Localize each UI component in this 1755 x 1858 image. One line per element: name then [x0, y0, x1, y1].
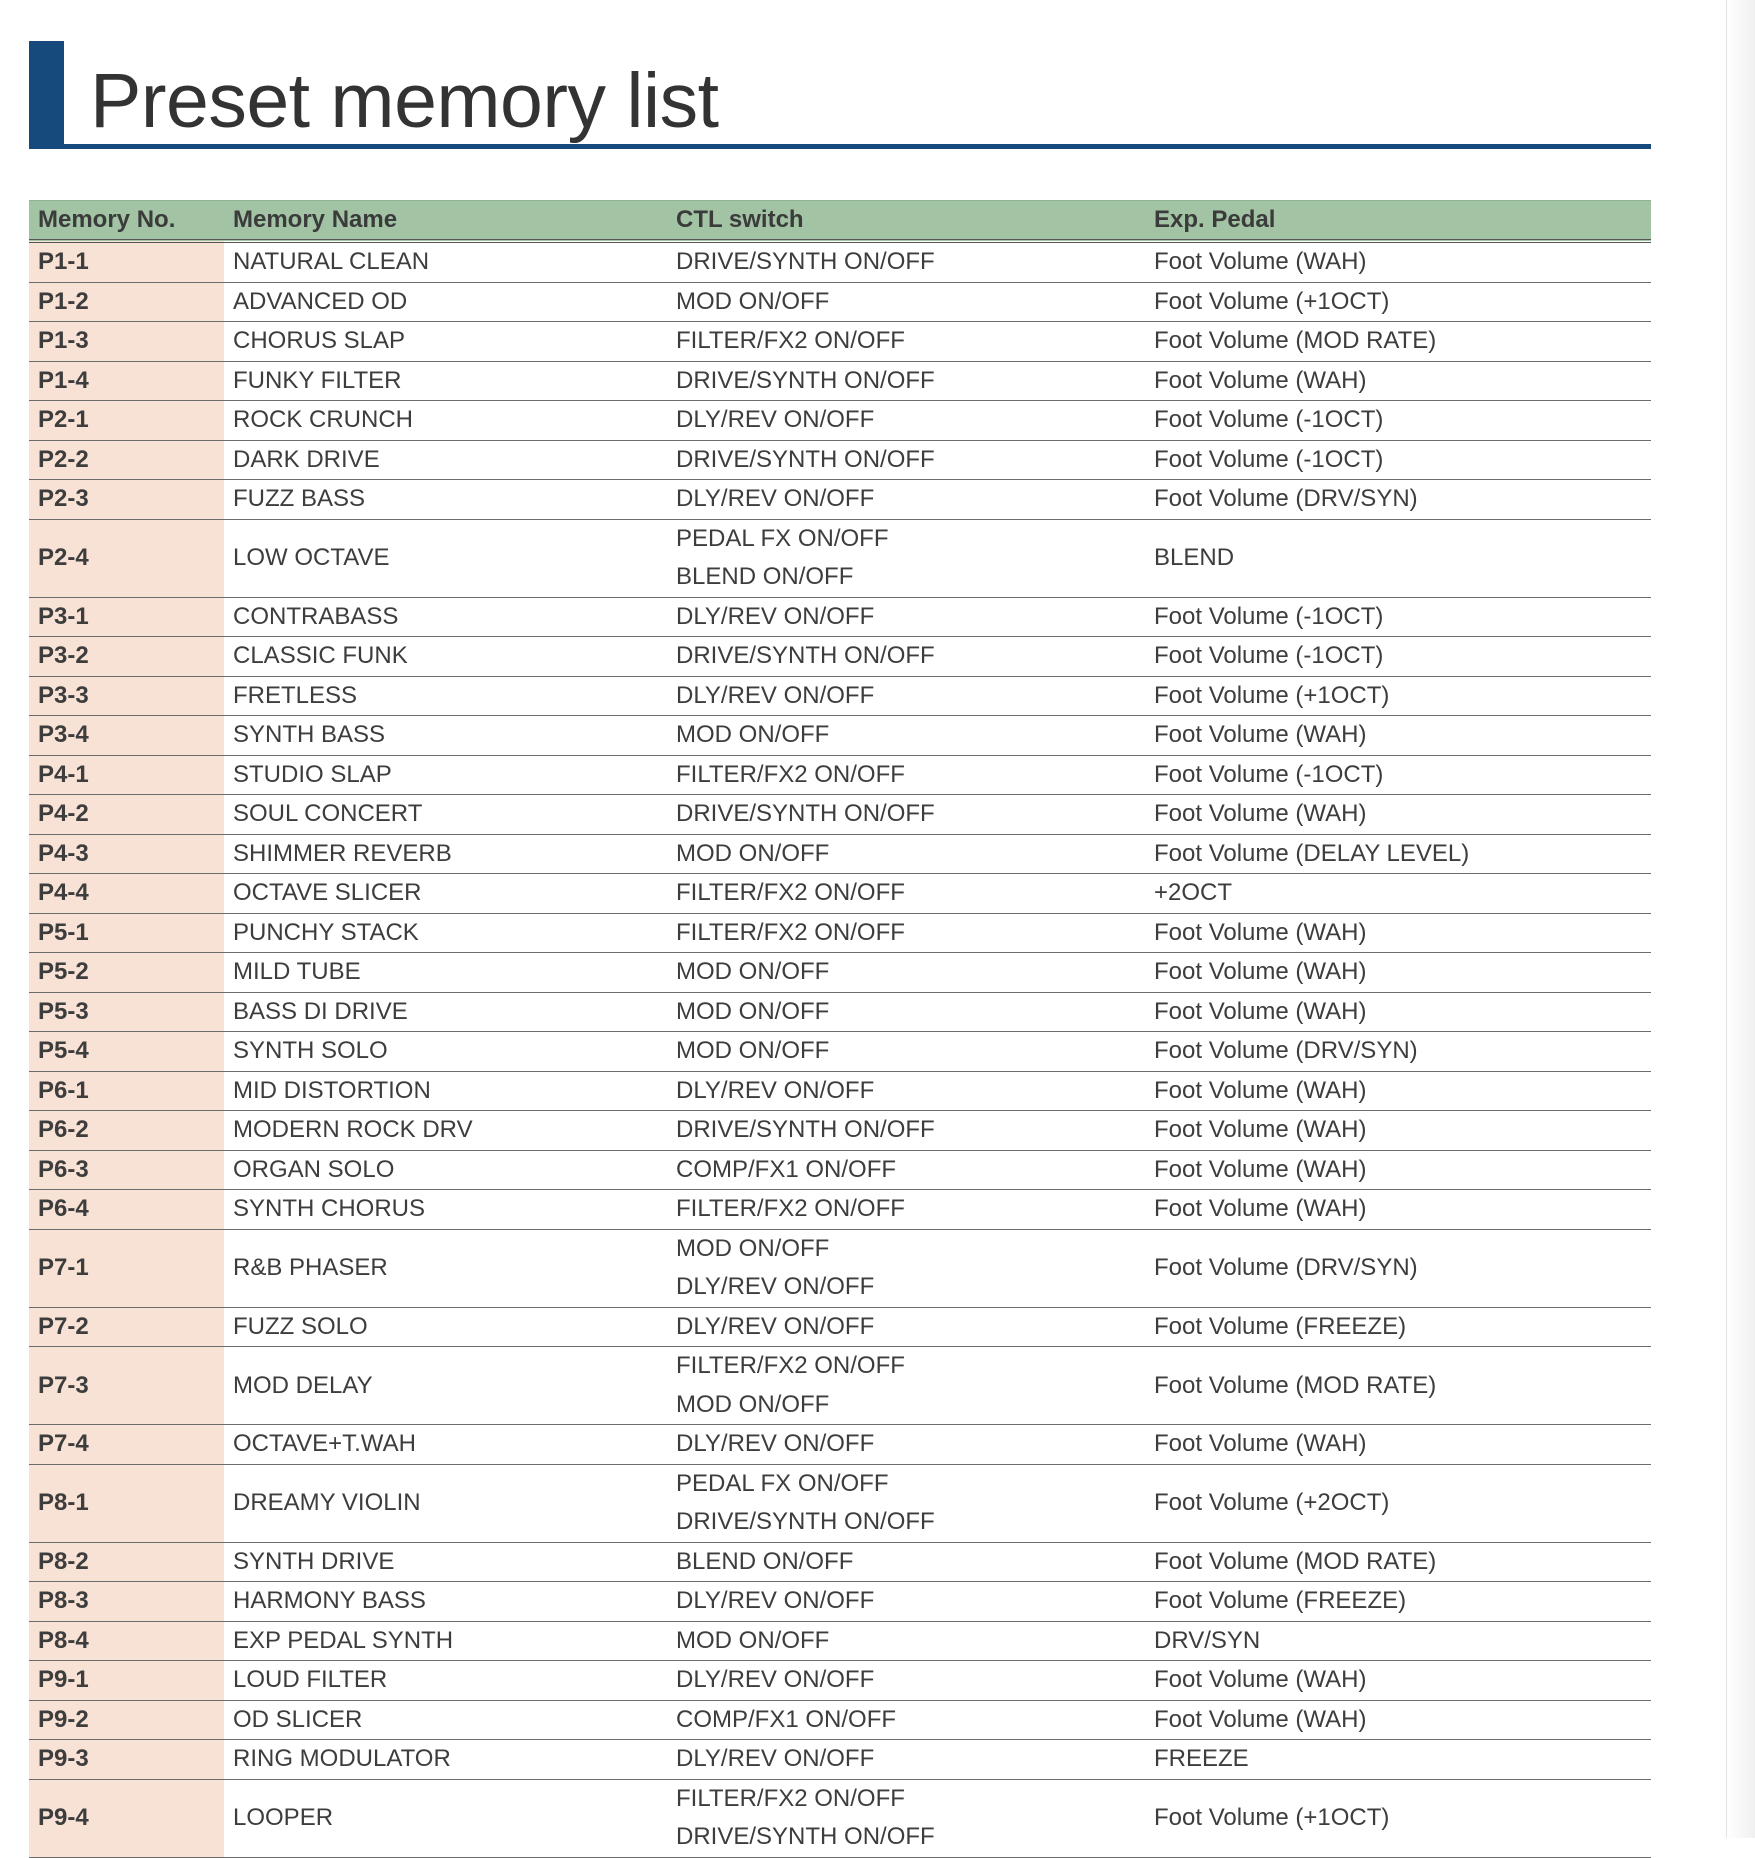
ctl-switch-value: MOD ON/OFF — [676, 1037, 830, 1064]
ctl-switch-value: MOD ON/OFF — [676, 1390, 830, 1418]
ctl-switch-value: FILTER/FX2 ON/OFF — [676, 1195, 905, 1222]
ctl-switch-value: DLY/REV ON/OFF — [676, 1273, 875, 1300]
memory-no-cell: P8-4 — [29, 1621, 224, 1661]
table-row — [29, 1621, 1651, 1661]
memory-no-cell: P7-4 — [29, 1425, 224, 1465]
memory-no-cell: P6-3 — [29, 1150, 224, 1190]
table-row — [29, 755, 1651, 795]
table-row — [29, 1661, 1651, 1701]
ctl-switch-cell — [667, 1307, 1145, 1347]
memory-no-cell: P4-2 — [29, 795, 224, 835]
table-row — [29, 1700, 1651, 1740]
memory-no-cell: P9-3 — [29, 1740, 224, 1780]
memory-no-cell: P1-4 — [29, 361, 224, 401]
memory-name-cell: ADVANCED OD — [224, 282, 667, 322]
exp-pedal-cell: FREEZE — [1145, 1740, 1651, 1780]
memory-name-cell: CLASSIC FUNK — [224, 637, 667, 677]
table-row — [29, 401, 1651, 441]
memory-no-cell: P9-4 — [29, 1779, 224, 1857]
table-row — [29, 440, 1651, 480]
memory-no-cell: P7-2 — [29, 1307, 224, 1347]
header-exp-pedal: Exp. Pedal — [1145, 201, 1651, 242]
ctl-switch-value: DLY/REV ON/OFF — [676, 406, 875, 433]
table-header — [29, 201, 1651, 242]
table-row — [29, 1150, 1651, 1190]
header-memory-no: Memory No. — [29, 201, 224, 242]
preset-memory-table — [29, 200, 1651, 1858]
ctl-switch-value: DLY/REV ON/OFF — [676, 485, 875, 512]
ctl-switch-cell — [667, 834, 1145, 874]
table-row — [29, 1229, 1651, 1307]
memory-name-cell: FUZZ SOLO — [224, 1307, 667, 1347]
exp-pedal-cell: Foot Volume (+1OCT) — [1145, 282, 1651, 322]
exp-pedal-cell: Foot Volume (FREEZE) — [1145, 1307, 1651, 1347]
table-row — [29, 1111, 1651, 1151]
memory-name-cell: HARMONY BASS — [224, 1582, 667, 1622]
exp-pedal-cell: Foot Volume (WAH) — [1145, 795, 1651, 835]
page-edge — [1726, 0, 1755, 1838]
memory-name-cell: LOUD FILTER — [224, 1661, 667, 1701]
table-row — [29, 1740, 1651, 1780]
ctl-switch-cell — [667, 676, 1145, 716]
ctl-switch-value: FILTER/FX2 ON/OFF — [676, 879, 905, 906]
exp-pedal-cell: Foot Volume (WAH) — [1145, 913, 1651, 953]
exp-pedal-cell: Foot Volume (-1OCT) — [1145, 755, 1651, 795]
exp-pedal-cell: Foot Volume (WAH) — [1145, 241, 1651, 282]
ctl-switch-value: PEDAL FX ON/OFF — [676, 1469, 889, 1497]
ctl-switch-cell — [667, 1150, 1145, 1190]
exp-pedal-cell: Foot Volume (DRV/SYN) — [1145, 480, 1651, 520]
memory-name-cell: SYNTH CHORUS — [224, 1190, 667, 1230]
memory-no-cell: P4-3 — [29, 834, 224, 874]
memory-no-cell: P2-2 — [29, 440, 224, 480]
table-row — [29, 874, 1651, 914]
ctl-switch-value: FILTER/FX2 ON/OFF — [676, 918, 905, 946]
memory-name-cell: NATURAL CLEAN — [224, 241, 667, 282]
exp-pedal-cell: Foot Volume (+1OCT) — [1145, 676, 1651, 716]
ctl-switch-value: BLEND ON/OFF — [676, 563, 854, 590]
title-block — [29, 41, 1651, 149]
memory-name-cell: FUNKY FILTER — [224, 361, 667, 401]
ctl-switch-cell — [667, 1542, 1145, 1582]
table-row — [29, 1071, 1651, 1111]
title-accent-bar — [29, 41, 64, 149]
exp-pedal-cell: Foot Volume (-1OCT) — [1145, 637, 1651, 677]
memory-no-cell: P7-3 — [29, 1347, 224, 1425]
ctl-switch-value: DLY/REV ON/OFF — [676, 1076, 875, 1104]
memory-name-cell: OD SLICER — [224, 1700, 667, 1740]
table-row — [29, 953, 1651, 993]
ctl-switch-value: DLY/REV ON/OFF — [676, 602, 875, 630]
exp-pedal-cell: Foot Volume (MOD RATE) — [1145, 1542, 1651, 1582]
ctl-switch-value: COMP/FX1 ON/OFF — [676, 1155, 897, 1183]
exp-pedal-cell: Foot Volume (FREEZE) — [1145, 1582, 1651, 1622]
memory-name-cell: OCTAVE SLICER — [224, 874, 667, 914]
exp-pedal-cell: Foot Volume (WAH) — [1145, 1661, 1651, 1701]
ctl-switch-value: DRIVE/SYNTH ON/OFF — [676, 800, 935, 827]
memory-name-cell: MOD DELAY — [224, 1347, 667, 1425]
ctl-switch-value: DRIVE/SYNTH ON/OFF — [676, 1823, 935, 1850]
ctl-switch-value: MOD ON/OFF — [676, 958, 830, 985]
ctl-switch-cell — [667, 322, 1145, 362]
memory-name-cell: SYNTH BASS — [224, 716, 667, 756]
memory-no-cell: P6-2 — [29, 1111, 224, 1151]
memory-name-cell: ROCK CRUNCH — [224, 401, 667, 441]
memory-no-cell: P3-1 — [29, 597, 224, 637]
exp-pedal-cell: Foot Volume (+1OCT) — [1145, 1779, 1651, 1857]
ctl-switch-value: MOD ON/OFF — [676, 997, 830, 1025]
ctl-switch-cell — [667, 440, 1145, 480]
ctl-switch-value: PEDAL FX ON/OFF — [676, 524, 889, 552]
ctl-switch-cell — [667, 1582, 1145, 1622]
memory-name-cell: SYNTH DRIVE — [224, 1542, 667, 1582]
table-row — [29, 1190, 1651, 1230]
table-row — [29, 834, 1651, 874]
memory-no-cell: P6-4 — [29, 1190, 224, 1230]
ctl-switch-cell — [667, 1700, 1145, 1740]
ctl-switch-cell — [667, 795, 1145, 835]
table-body — [29, 241, 1651, 1857]
ctl-switch-value: MOD ON/OFF — [676, 287, 830, 315]
exp-pedal-cell: Foot Volume (WAH) — [1145, 1190, 1651, 1230]
exp-pedal-cell: Foot Volume (WAH) — [1145, 992, 1651, 1032]
memory-no-cell: P3-4 — [29, 716, 224, 756]
ctl-switch-cell — [667, 953, 1145, 993]
exp-pedal-cell: Foot Volume (WAH) — [1145, 1425, 1651, 1465]
memory-name-cell: LOW OCTAVE — [224, 519, 667, 597]
exp-pedal-cell: Foot Volume (-1OCT) — [1145, 401, 1651, 441]
ctl-switch-value: BLEND ON/OFF — [676, 1547, 854, 1575]
memory-no-cell: P2-4 — [29, 519, 224, 597]
memory-no-cell: P5-2 — [29, 953, 224, 993]
ctl-switch-cell — [667, 597, 1145, 637]
ctl-switch-cell — [667, 1661, 1145, 1701]
memory-name-cell: BASS DI DRIVE — [224, 992, 667, 1032]
header-memory-name: Memory Name — [224, 201, 667, 242]
memory-no-cell: P3-2 — [29, 637, 224, 677]
page-title: Preset memory list — [90, 58, 719, 144]
memory-name-cell: SHIMMER REVERB — [224, 834, 667, 874]
table-row — [29, 1542, 1651, 1582]
table-row — [29, 241, 1651, 282]
ctl-switch-cell — [667, 913, 1145, 953]
ctl-switch-cell — [667, 1032, 1145, 1072]
memory-name-cell: LOOPER — [224, 1779, 667, 1857]
ctl-switch-cell — [667, 755, 1145, 795]
memory-no-cell: P2-1 — [29, 401, 224, 441]
ctl-switch-value: MOD ON/OFF — [676, 1234, 830, 1262]
memory-no-cell: P4-1 — [29, 755, 224, 795]
ctl-switch-cell — [667, 1779, 1145, 1857]
memory-name-cell: STUDIO SLAP — [224, 755, 667, 795]
ctl-switch-cell — [667, 1190, 1145, 1230]
ctl-switch-cell — [667, 1621, 1145, 1661]
exp-pedal-cell: Foot Volume (-1OCT) — [1145, 597, 1651, 637]
memory-no-cell: P5-1 — [29, 913, 224, 953]
title-underline — [29, 144, 1651, 149]
ctl-switch-value: DLY/REV ON/OFF — [676, 1430, 875, 1457]
table-row — [29, 480, 1651, 520]
memory-no-cell: P9-1 — [29, 1661, 224, 1701]
exp-pedal-cell: Foot Volume (+2OCT) — [1145, 1464, 1651, 1542]
ctl-switch-cell — [667, 480, 1145, 520]
memory-no-cell: P9-2 — [29, 1700, 224, 1740]
ctl-switch-cell — [667, 282, 1145, 322]
memory-name-cell: R&B PHASER — [224, 1229, 667, 1307]
ctl-switch-value: DLY/REV ON/OFF — [676, 1745, 875, 1772]
memory-name-cell: MID DISTORTION — [224, 1071, 667, 1111]
ctl-switch-value: DRIVE/SYNTH ON/OFF — [676, 248, 935, 275]
ctl-switch-value: DLY/REV ON/OFF — [676, 1666, 875, 1693]
memory-no-cell: P8-3 — [29, 1582, 224, 1622]
memory-name-cell: CHORUS SLAP — [224, 322, 667, 362]
exp-pedal-cell: Foot Volume (WAH) — [1145, 1150, 1651, 1190]
ctl-switch-value: COMP/FX1 ON/OFF — [676, 1705, 897, 1733]
table-row — [29, 913, 1651, 953]
header-row — [29, 201, 1651, 242]
ctl-switch-value: DRIVE/SYNTH ON/OFF — [676, 1116, 935, 1143]
memory-no-cell: P3-3 — [29, 676, 224, 716]
memory-name-cell: SOUL CONCERT — [224, 795, 667, 835]
ctl-switch-value: FILTER/FX2 ON/OFF — [676, 1784, 905, 1812]
memory-no-cell: P8-2 — [29, 1542, 224, 1582]
memory-no-cell: P2-3 — [29, 480, 224, 520]
ctl-switch-value: DRIVE/SYNTH ON/OFF — [676, 445, 935, 473]
memory-no-cell: P4-4 — [29, 874, 224, 914]
table-row — [29, 676, 1651, 716]
table-row — [29, 795, 1651, 835]
ctl-switch-cell — [667, 1071, 1145, 1111]
ctl-switch-value: DLY/REV ON/OFF — [676, 681, 875, 709]
table-row — [29, 716, 1651, 756]
ctl-switch-cell — [667, 1740, 1145, 1780]
memory-no-cell: P7-1 — [29, 1229, 224, 1307]
exp-pedal-cell: Foot Volume (WAH) — [1145, 1111, 1651, 1151]
table-row — [29, 282, 1651, 322]
ctl-switch-value: DLY/REV ON/OFF — [676, 1587, 875, 1614]
ctl-switch-cell — [667, 637, 1145, 677]
memory-name-cell: DARK DRIVE — [224, 440, 667, 480]
ctl-switch-cell — [667, 1111, 1145, 1151]
table-row — [29, 1582, 1651, 1622]
memory-name-cell: OCTAVE+T.WAH — [224, 1425, 667, 1465]
exp-pedal-cell: Foot Volume (WAH) — [1145, 716, 1651, 756]
ctl-switch-value: MOD ON/OFF — [676, 1626, 830, 1654]
memory-no-cell: P8-1 — [29, 1464, 224, 1542]
table-row — [29, 992, 1651, 1032]
table-row — [29, 1464, 1651, 1542]
table-row — [29, 1347, 1651, 1425]
ctl-switch-value: DRIVE/SYNTH ON/OFF — [676, 642, 935, 669]
ctl-switch-value: MOD ON/OFF — [676, 721, 830, 748]
ctl-switch-value: FILTER/FX2 ON/OFF — [676, 1352, 905, 1379]
memory-name-cell: FRETLESS — [224, 676, 667, 716]
table-row — [29, 322, 1651, 362]
memory-name-cell: MODERN ROCK DRV — [224, 1111, 667, 1151]
table-row — [29, 597, 1651, 637]
ctl-switch-cell — [667, 992, 1145, 1032]
memory-name-cell: FUZZ BASS — [224, 480, 667, 520]
ctl-switch-cell — [667, 519, 1145, 597]
memory-name-cell: ORGAN SOLO — [224, 1150, 667, 1190]
ctl-switch-value: DRIVE/SYNTH ON/OFF — [676, 366, 935, 394]
ctl-switch-value: FILTER/FX2 ON/OFF — [676, 760, 905, 788]
memory-no-cell: P1-1 — [29, 241, 224, 282]
exp-pedal-cell: Foot Volume (MOD RATE) — [1145, 1347, 1651, 1425]
table-row — [29, 361, 1651, 401]
exp-pedal-cell: Foot Volume (WAH) — [1145, 953, 1651, 993]
memory-name-cell: PUNCHY STACK — [224, 913, 667, 953]
exp-pedal-cell: Foot Volume (WAH) — [1145, 1071, 1651, 1111]
ctl-switch-value: MOD ON/OFF — [676, 839, 830, 867]
ctl-switch-value: FILTER/FX2 ON/OFF — [676, 327, 905, 354]
exp-pedal-cell: Foot Volume (DELAY LEVEL) — [1145, 834, 1651, 874]
header-ctl-switch: CTL switch — [667, 201, 1145, 242]
memory-no-cell: P1-3 — [29, 322, 224, 362]
exp-pedal-cell: BLEND — [1145, 519, 1651, 597]
table-row — [29, 1779, 1651, 1857]
table-row — [29, 1032, 1651, 1072]
exp-pedal-cell: Foot Volume (MOD RATE) — [1145, 322, 1651, 362]
ctl-switch-cell — [667, 874, 1145, 914]
memory-no-cell: P1-2 — [29, 282, 224, 322]
memory-no-cell: P5-4 — [29, 1032, 224, 1072]
memory-name-cell: DREAMY VIOLIN — [224, 1464, 667, 1542]
ctl-switch-cell — [667, 1347, 1145, 1425]
exp-pedal-cell: Foot Volume (-1OCT) — [1145, 440, 1651, 480]
table-row — [29, 519, 1651, 597]
exp-pedal-cell: DRV/SYN — [1145, 1621, 1651, 1661]
table-row — [29, 1307, 1651, 1347]
ctl-switch-cell — [667, 1464, 1145, 1542]
exp-pedal-cell: Foot Volume (DRV/SYN) — [1145, 1032, 1651, 1072]
memory-name-cell: MILD TUBE — [224, 953, 667, 993]
ctl-switch-value: DRIVE/SYNTH ON/OFF — [676, 1508, 935, 1535]
ctl-switch-cell — [667, 1425, 1145, 1465]
table-row — [29, 1425, 1651, 1465]
memory-name-cell: EXP PEDAL SYNTH — [224, 1621, 667, 1661]
ctl-switch-cell — [667, 1229, 1145, 1307]
memory-name-cell: RING MODULATOR — [224, 1740, 667, 1780]
memory-name-cell: SYNTH SOLO — [224, 1032, 667, 1072]
ctl-switch-cell — [667, 241, 1145, 282]
table-row — [29, 637, 1651, 677]
exp-pedal-cell: Foot Volume (DRV/SYN) — [1145, 1229, 1651, 1307]
memory-name-cell: CONTRABASS — [224, 597, 667, 637]
ctl-switch-cell — [667, 401, 1145, 441]
memory-no-cell: P5-3 — [29, 992, 224, 1032]
exp-pedal-cell: Foot Volume (WAH) — [1145, 361, 1651, 401]
ctl-switch-cell — [667, 716, 1145, 756]
memory-no-cell: P6-1 — [29, 1071, 224, 1111]
ctl-switch-value: DLY/REV ON/OFF — [676, 1312, 875, 1340]
ctl-switch-cell — [667, 361, 1145, 401]
exp-pedal-cell: +2OCT — [1145, 874, 1651, 914]
exp-pedal-cell: Foot Volume (WAH) — [1145, 1700, 1651, 1740]
